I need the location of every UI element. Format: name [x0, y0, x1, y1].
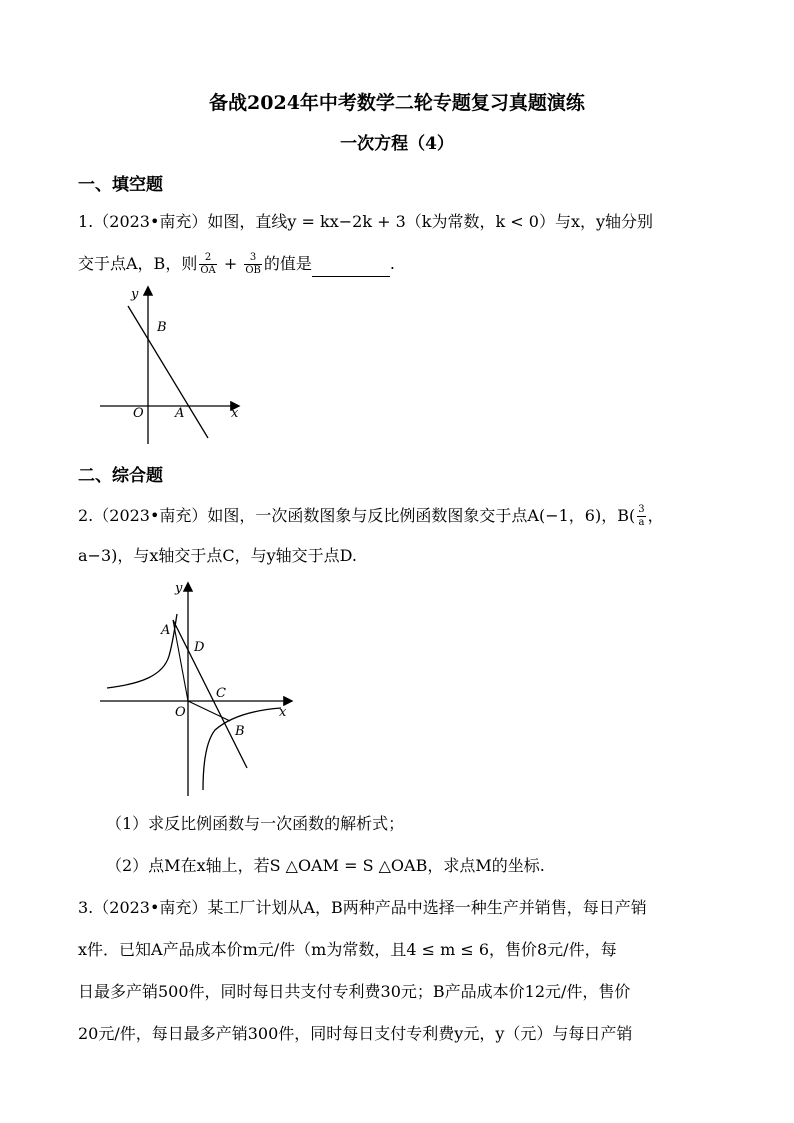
q1-line1: 1.（2023•南充）如图，直线y = kx−2k + 3（k为常数，k < 0）与x，y轴分别	[78, 212, 654, 231]
q3-line4: 20元/件，每日最多产销300件，同时每日支付专利费y元，y（元）与每日产销	[78, 1024, 633, 1043]
q2-line1-suffix: ，	[647, 506, 664, 525]
figure2-label-B: B	[235, 724, 245, 739]
q1-line2-end: .	[389, 254, 395, 273]
q2-part2: （2）点M在x轴上，若S △OAM = S △OAB，求点M的坐标.	[106, 856, 545, 875]
figure1-label-B: B	[157, 320, 167, 335]
q1-plus: +	[223, 254, 238, 273]
q2-line1	[78, 504, 664, 529]
figure2-label-x: x	[279, 705, 287, 720]
q1-frac1-denominator: OA	[200, 265, 216, 276]
q3-line2: x件．已知A产品成本价m元/件（m为常数，且4 ≤ m ≤ 6，售价8元/件，每	[78, 940, 617, 959]
q1-line2	[78, 252, 395, 277]
figure2-linear-line	[173, 620, 247, 768]
page-subtitle: 一次方程（4）	[340, 134, 454, 154]
q3-line3: 日最多产销500件，同时每日共支付专利费30元；B产品成本价12元/件，售价	[78, 982, 631, 1001]
q2-frac-numerator: 3	[638, 504, 645, 515]
figure2-label-y: y	[175, 581, 183, 596]
section-heading-fill-blank: 一、填空题	[78, 175, 163, 195]
q2-part1: （1）求反比例函数与一次函数的解析式；	[106, 814, 405, 833]
q1-fraction-2	[244, 252, 262, 277]
figure1-label-O: O	[133, 406, 144, 421]
q2-line1-prefix: 2.（2023•南充）如图，一次函数图象与反比例函数图象交于点A(−1，6)，B(	[78, 506, 636, 525]
q1-line2-prefix: 交于点A，B，则	[78, 254, 198, 273]
figure2-label-A: A	[161, 623, 171, 638]
figure2-label-O: O	[175, 705, 186, 720]
figure-1-graph	[95, 282, 255, 452]
figure2-hyperbola-branch-right	[203, 708, 281, 790]
figure1-label-y: y	[131, 287, 139, 302]
q1-fraction-1	[199, 252, 216, 277]
q1-frac1-numerator: 2	[199, 252, 216, 265]
figure2-segment-OA	[173, 620, 188, 701]
figure1-label-A: A	[175, 406, 185, 421]
figure-2-graph	[95, 578, 300, 800]
q1-frac2-denominator: OB	[245, 265, 261, 276]
q1-answer-blank	[312, 260, 390, 277]
figure2-segment-OB	[188, 701, 230, 721]
q2-line2: a−3)，与x轴交于点C，与y轴交于点D.	[78, 546, 358, 565]
q3-line1: 3.（2023•南充）某工厂计划从A，B两种产品中选择一种生产并销售，每日产销	[78, 898, 647, 917]
q1-frac2-numerator: 3	[244, 252, 262, 265]
section-heading-comprehensive: 二、综合题	[78, 466, 163, 486]
page-title: 备战2024年中考数学二轮专题复习真题演练	[209, 92, 585, 114]
figure2-label-D: D	[194, 640, 205, 655]
q2-frac-denominator: a	[638, 517, 645, 528]
q1-line2-suffix: 的值是	[263, 254, 312, 273]
figure2-label-C: C	[216, 686, 226, 701]
q2-fraction	[637, 504, 645, 529]
figure1-label-x: x	[231, 406, 239, 421]
